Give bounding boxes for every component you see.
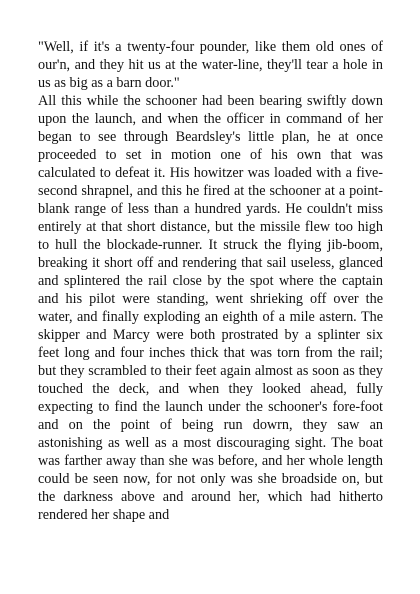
dialogue-paragraph: "Well, if it's a twenty-four pounder, like them old ones of our'n, and they hit us at the water-line, they'll tear a hole in us as big as a barn door." — [38, 39, 383, 91]
narrative-paragraph: All this while the schooner had been bearing swiftly down upon the launch, and when the officer in command of her began to see through Beardsley's little plan, he at once proceeded to set in motion one of his own that was calculated to defeat it. His howitzer was loaded with a five-second shrapnel, and this he fired at the schooner at a point-blank range of less than a hundred yards. He couldn't miss entirely at that short distance, but the missile flew too high to hull the blockade-runner. It struck the flying jib-boom, breaking it short off and rendering that sail useless, glanced and splintered the rail close by the spot where the captain and his pilot were standing, went shrieking off over the water, and finally exploding an eighth of a mile astern. The skipper and Marcy were both prostrated by a splinter six feet long and four inches thick that was torn from the rail; but they scrambled to their feet again almost as soon as they touched the deck, and when they looked ahead, fully expecting to find the launch under the schooner's fore-foot and on the point of being run dowrn, they saw an astonishing as well as a most discouraging sight. The boat was farther away than she was before, and her whole length could be seen now, for not only was she broadside on, but the darkness above and around her, which had hitherto rendered her shape and — [38, 93, 383, 523]
book-page — [38, 38, 383, 524]
